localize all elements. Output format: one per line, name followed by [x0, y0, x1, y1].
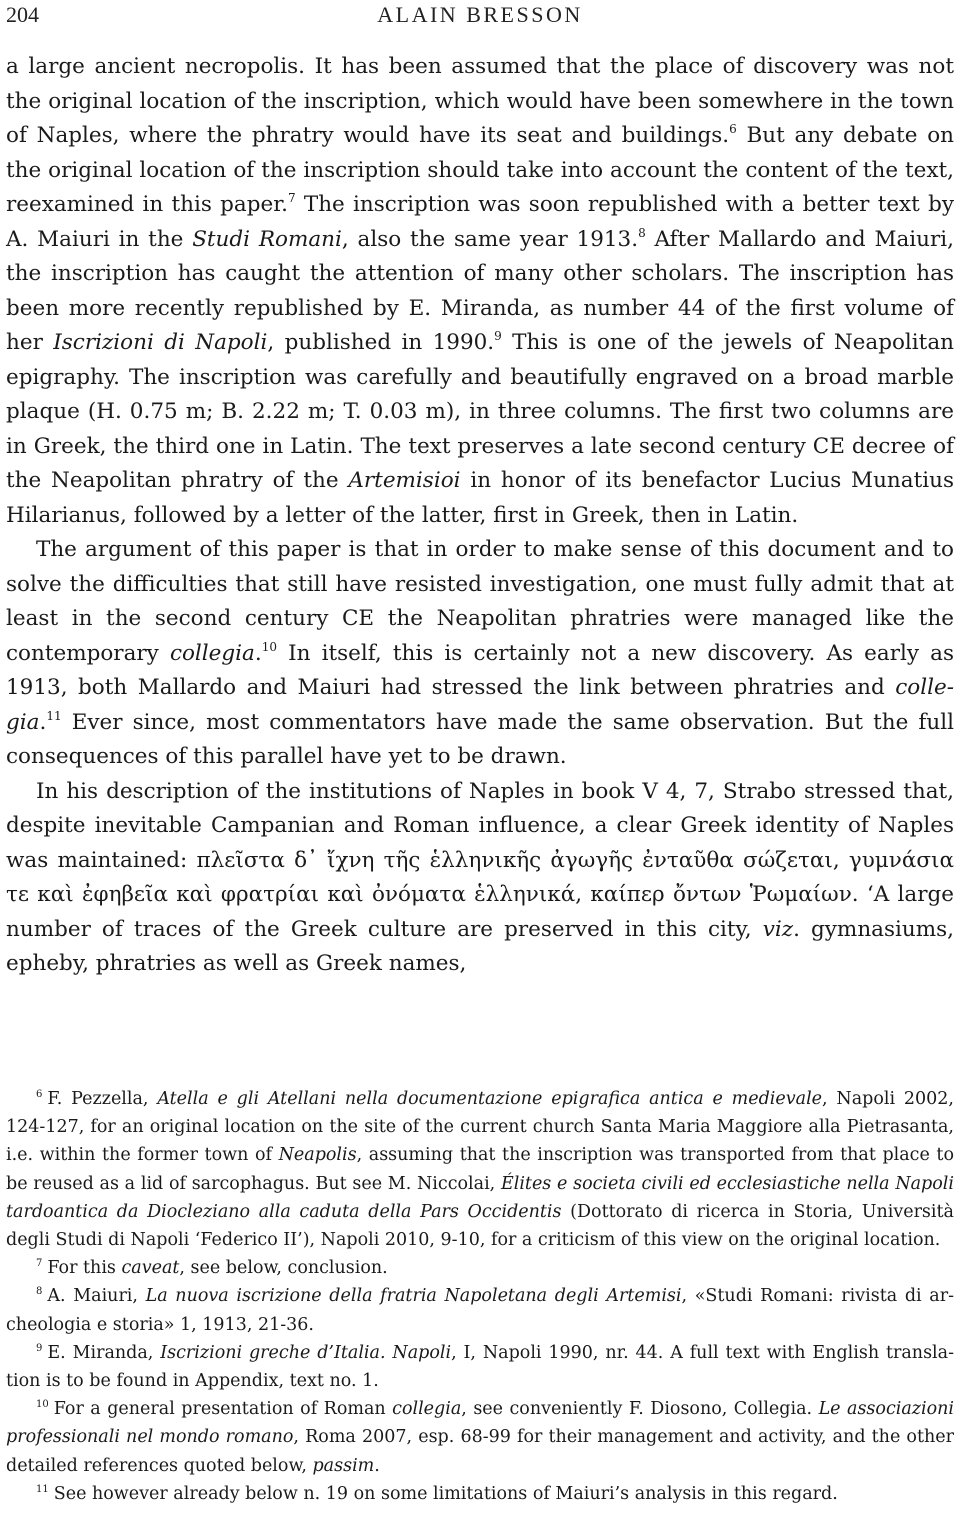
footnote-ref: 10 [261, 639, 277, 654]
italic-text: Artemisioi [348, 468, 461, 493]
footnote [6, 1339, 954, 1395]
italic-text: Le associazioni professionali nel mondo romano [6, 1399, 954, 1448]
text-run: (Dottorato di ricerca in Storia, Università degli Studi di Napoli ‘Federico II’), Napoli 2010, 9-10, for a criticism of this view on the original location. [6, 1201, 954, 1251]
text-run: , Roma 2007, esp. 68-99 for their management and activity, and the other detailed references quoted below, [6, 1427, 954, 1476]
text-run: After Mallardo and Maiuri, the inscription has caught the attention of many other scholars. The inscription has been more recently republished by E. Miranda, as number 44 of the first volume of her [6, 226, 955, 355]
footnote-ref: 11 [46, 708, 62, 723]
main-text [6, 50, 954, 982]
footnote-ref: 9 [494, 329, 502, 343]
footnote-number: 8 [36, 1286, 43, 1298]
footnote-ref: 6 [729, 122, 737, 136]
italic-text: Studi Romani [192, 226, 342, 252]
text-run: a large ancient necropolis. It has been assumed that the place of discovery was not the original location of the inscription, which would have been somewhere in the town of Naples, where the phratry would have its seat and buildings. [6, 54, 954, 148]
text-run: , I, Napoli 1990, nr. 44. A full text with English translation is to be found in Appendix, text no. 1. [6, 1342, 954, 1392]
text-run: In his description of the institutions of Naples in book V 4, 7, Strabo stressed that, despite inevitable Campanian and Roman influence, a clear Greek identity of Naples was maintained: πλεῖστα δ᾽ ἴχνη τῆς ἑλληνικῆς ἀγωγῆς ἐνταῦθα σώζεται, γυμνάσια τε καὶ ἐφηβεῖα καὶ φρατρίαι καὶ ὀνόματα ἑλληνικά, καίπερ ὄντων Ῥωμαίων. ‘A large number of traces of the Greek culture are preserved in this city, [6, 778, 954, 942]
italic-text: La nuova iscrizione della fratria Napoletana degli Artemisi [145, 1286, 682, 1307]
italic-text: passim [312, 1455, 375, 1476]
footnote-number: 9 [36, 1342, 43, 1354]
text-run: , assuming that the inscription was transported from that place to be reused as a lid of sarcophagus. But see M. Niccolai, [6, 1145, 955, 1194]
text-run: The argument of this paper is that in order to make sense of this document and to solve the difficulties that still have resisted investigation, one must fully admit that at least in the second century CE the Neapolitan phratries were managed like the contemporary [6, 537, 954, 666]
text-run: For this [47, 1258, 122, 1279]
text-run: The inscription was soon republished with a better text by A. Maiuri in the [6, 192, 954, 252]
text-run: F. Pezzella, [47, 1089, 158, 1109]
footnote [6, 1480, 954, 1508]
paragraph [6, 50, 954, 533]
italic-text: Atella e gli Atellani nella documentazione epigrafica antica e medievale [157, 1089, 823, 1109]
text-run: . [254, 640, 262, 666]
footnote-number: 10 [36, 1399, 49, 1411]
page-header [6, 0, 954, 30]
footnote [6, 1395, 954, 1480]
italic-text: viz [762, 916, 794, 942]
footnote-number: 7 [36, 1258, 43, 1270]
italic-text: Élites e societa civili ed ecclesiastiche nella Napoli tardoantica da Diocleziano alla caduta della Pars Occidentis [6, 1173, 954, 1222]
text-run: . gymnasiums, epheby, phratries as well as Greek names, [6, 916, 954, 976]
text-run: Ever since, most commentators have made the same observation. But the full consequences of this parallel have yet to be drawn. [6, 709, 954, 769]
footnote-number: 11 [36, 1483, 49, 1495]
text-run: See however already below n. 19 on some limitations of Maiuri’s analysis in this regard. [53, 1483, 838, 1504]
page-number: 204 [6, 2, 39, 27]
text-run: . [39, 709, 47, 735]
text-run: , Napoli 2002, 124-127, for an original location on the site of the current church Santa Maria Maggiore alla Pietrasanta, i.e. within the former town of [6, 1089, 954, 1166]
text-run: For a general presentation of Roman [53, 1399, 393, 1420]
text-run: , see below, conclusion. [179, 1258, 388, 1279]
italic-text: Iscrizioni di Napoli [53, 330, 268, 355]
footnote-number: 6 [36, 1089, 43, 1100]
text-run: in honor of its benefactor Lucius Munatius Hilarianus, followed by a letter of the latter, first in Greek, then in Latin. [6, 468, 954, 528]
italic-text: collegia [6, 675, 954, 735]
italic-text: caveat [121, 1258, 180, 1279]
text-run: . [374, 1455, 380, 1476]
paragraph [6, 533, 954, 775]
italic-text: Iscrizioni greche d’Italia. Napoli [160, 1342, 452, 1363]
text-run: , published in 1990. [267, 330, 495, 355]
footnote-ref: 8 [638, 225, 646, 240]
text-run: A. Maiuri, [47, 1286, 146, 1307]
running-head: ALAIN BRESSON [377, 2, 583, 27]
text-run: In itself, this is certainly not a new discovery. As early as 1913, both Mallardo and Maiuri had stressed the link between phratries and [6, 640, 954, 700]
text-run: , «Studi Romani: rivista di archeologia e storia» 1, 1913, 21-36. [6, 1286, 954, 1335]
footnote [6, 1282, 954, 1338]
footnotes [6, 1085, 954, 1508]
footnote [6, 1085, 954, 1254]
italic-text: collegia [169, 640, 255, 666]
footnote-ref: 7 [287, 191, 296, 205]
text-run: , see conveniently F. Diosono, Collegia. [461, 1399, 819, 1420]
italic-text: collegia [392, 1399, 462, 1420]
italic-text: Neapolis [278, 1145, 357, 1166]
paragraph [6, 775, 954, 982]
text-run: E. Miranda, [47, 1342, 161, 1363]
text-run: But any debate on the original location of the inscription should take into account the content of the text, reexamined in this paper. [6, 123, 954, 217]
text-run: This is one of the jewels of Neapolitan epigraphy. The inscription was carefully and beautifully engraved on a broad marble plaque (H. 0.75 m; B. 2.22 m; T. 0.03 m), in three columns. The first two columns are in Greek, the third one in Latin. The text preserves a late second century CE decree of the Neapolitan phratry of the [6, 330, 954, 493]
text-run: , also the same year 1913. [341, 226, 639, 252]
footnote [6, 1254, 954, 1282]
